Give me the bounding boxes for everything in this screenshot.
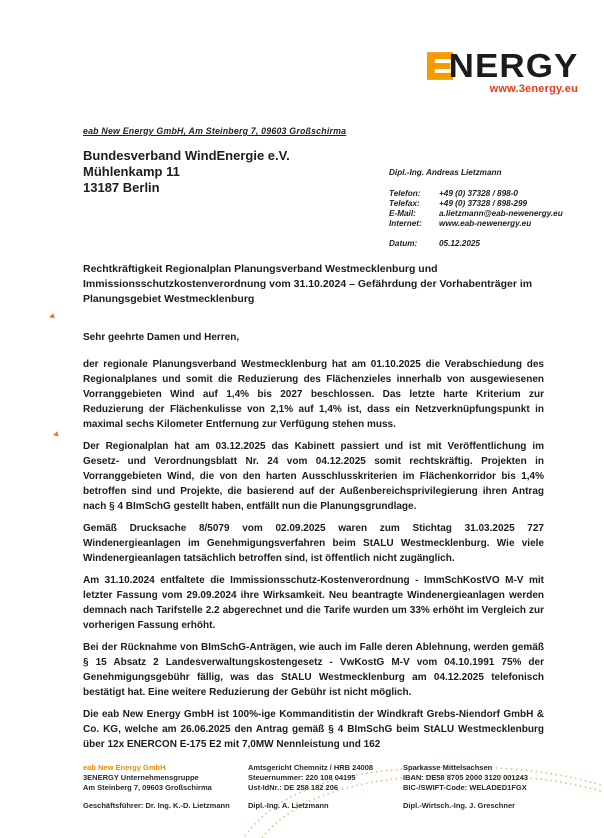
contact-row-telefon — [389, 189, 589, 199]
footer-court-registry: Amtsgericht Chemnitz / HRB 24008 — [248, 763, 374, 772]
footer-tax-number: Steuernummer: 220 108 04195 — [248, 773, 356, 782]
date-label: Datum: — [389, 239, 418, 248]
contact-value: +49 (0) 37328 / 898-299 — [439, 199, 528, 208]
contact-block — [389, 168, 589, 249]
contact-value: www.eab-newenergy.eu — [439, 219, 532, 228]
contact-person: Dipl.-Ing. Andreas Lietzmann — [389, 168, 502, 177]
letter-paragraph: Der Regionalplan hat am 03.12.2025 das Kabinett passiert und ist mit Veröffentlichung im Gesetz- und Verordnungsblatt Nr. 24 vom 04.12.2025 somit rechtskräftig. Projekten in Vorranggebieten Wind, die von den harten Ausschlusskriterien im Flächenkorridor bis 1,4% betroffen sind und Projekte, die basierend auf der Außenbereichsprivilegierung ihren Antrag nach § 4 BImSchG gestellt haben, entfällt nun die Planungsgrundlage. — [83, 441, 544, 512]
footer-registry-column — [248, 763, 403, 811]
footer-bank-column — [403, 763, 583, 811]
brand-wordmark: NERGY — [448, 47, 578, 84]
letter-paragraph: Gemäß Drucksache 8/5079 vom 02.09.2025 waren zum Stichtag 31.03.2025 727 Windenergieanlagen im Genehmigungsverfahren beim StALU Westmecklenburg. Wie viele Windenergieanlagen tatsächlich betroffen sind, ist öffentlich nicht zugänglich. — [83, 523, 544, 564]
footer-bic: BIC-/SWIFT-Code: WELADED1FGX — [403, 783, 527, 792]
recipient-address — [83, 148, 290, 196]
sender-return-address: eab New Energy GmbH, Am Steinberg 7, 09603 Großschirma — [83, 126, 347, 136]
letter-paragraph: Die eab New Energy GmbH ist 100%-ige Kommanditistin der Windkraft Grebs-Niendorf GmbH & Co. KG, welche am 26.06.2025 den Antrag gemäß § 4 BImSchG beim StALU Westmecklenburg über 12x ENERCON E-175 E2 mit 7,0MW Nennleistung und 162 — [83, 709, 544, 750]
footer-signatory: Dipl.-Ing. A. Lietzmann — [248, 801, 329, 810]
contact-row-telefax — [389, 199, 589, 209]
recipient-name: Bundesverband WindEnergie e.V. — [83, 148, 290, 163]
salutation: Sehr geehrte Damen und Herren, — [83, 332, 240, 343]
contact-label: Internet: — [389, 219, 422, 228]
contact-label: Telefon: — [389, 189, 421, 198]
footer-company-column — [83, 763, 248, 811]
letter-footer — [83, 763, 583, 811]
footer-bank-name: Sparkasse Mittelsachsen — [403, 763, 493, 772]
contact-label: E-Mail: — [389, 209, 416, 218]
recipient-city: 13187 Berlin — [83, 180, 160, 195]
footer-company-group: 3ENERGY Unternehmensgruppe — [83, 773, 199, 782]
footer-managing-director: Geschäftsführer: Dr. Ing. K.-D. Lietzmann — [83, 801, 230, 810]
letter-paragraph: der regionale Planungsverband Westmecklenburg hat am 01.10.2025 die Verabschiedung des Regionalplanes und somit die Reduzierung des Flächenzieles innerhalb von ausgewiesenen Vorranggebieten Wind auf 1,4% bis 2027 beschlossen. Das letzte harte Kriterium zur Reduzierung der Flächenkulisse von 2,1% auf 1,4% ist, dass ein Netzverknüpfungspunkt in maximal sechs Kilometer Entfernung zur Verfügung stehen muss. — [83, 359, 544, 430]
letter-body — [83, 330, 544, 759]
date-row — [389, 239, 589, 249]
contact-label: Telefax: — [389, 199, 420, 208]
contact-row-email — [389, 209, 589, 219]
contact-value: +49 (0) 37328 / 898-0 — [439, 189, 518, 198]
letter-paragraph: Bei der Rücknahme von BImSchG-Anträgen, wie auch im Falle deren Ablehnung, werden gemäß § 15 Absatz 2 Landesverwaltungskostengesetz - VwKostG M-V vom 04.10.1991 75% der Genehmigungsgebühr fällig, was das StALU Westmecklenburg am 04.12.2025 telefonisch bestätigt hat. Eine weitere Reduzierung der Gebühr ist nicht möglich. — [83, 642, 544, 698]
footer-signatory: Dipl.-Wirtsch.-Ing. J. Greschner — [403, 801, 516, 810]
annotation-arrow-icon: ◄ — [50, 428, 61, 440]
brand-website: www.3energy.eu — [489, 83, 578, 95]
contact-value: a.lietzmann@eab-newenergy.eu — [439, 209, 563, 218]
date-value: 05.12.2025 — [439, 239, 480, 248]
footer-company-address: Am Steinberg 7, 09603 Großschirma — [83, 783, 212, 792]
contact-row-internet — [389, 219, 589, 229]
brand-logo — [427, 47, 578, 95]
footer-company-name: eab New Energy GmbH — [83, 763, 166, 772]
footer-vat-id: Ust-IdNr.: DE 258 182 206 — [248, 783, 339, 792]
annotation-arrow-icon: ◄ — [46, 310, 57, 322]
subject-line: Rechtkräftigkeit Regionalplan Planungsverband Westmecklenburg und Immissionsschutzkostenverordnung vom 31.10.2024 – Gefährdung der Vorhabenträger im Planungsgebiet Westmecklenburg — [83, 263, 533, 305]
letter-paragraph: Am 31.10.2024 entfaltete die Immissionsschutz-Kostenverordnung - ImmSchKostVO M-V mit letzter Fassung vom 29.09.2024 ihre Wirksamkeit. Neu beantragte Windenergieanlagen werden demnach nach Tarifstelle 2.2 abgerechnet und die Tarife wurden um 33% erhöht im Vergleich zur vorherigen Fassung erhöht. — [83, 575, 544, 631]
recipient-street: Mühlenkamp 11 — [83, 164, 180, 179]
footer-iban: IBAN: DE58 8705 2000 3120 001243 — [403, 773, 529, 782]
